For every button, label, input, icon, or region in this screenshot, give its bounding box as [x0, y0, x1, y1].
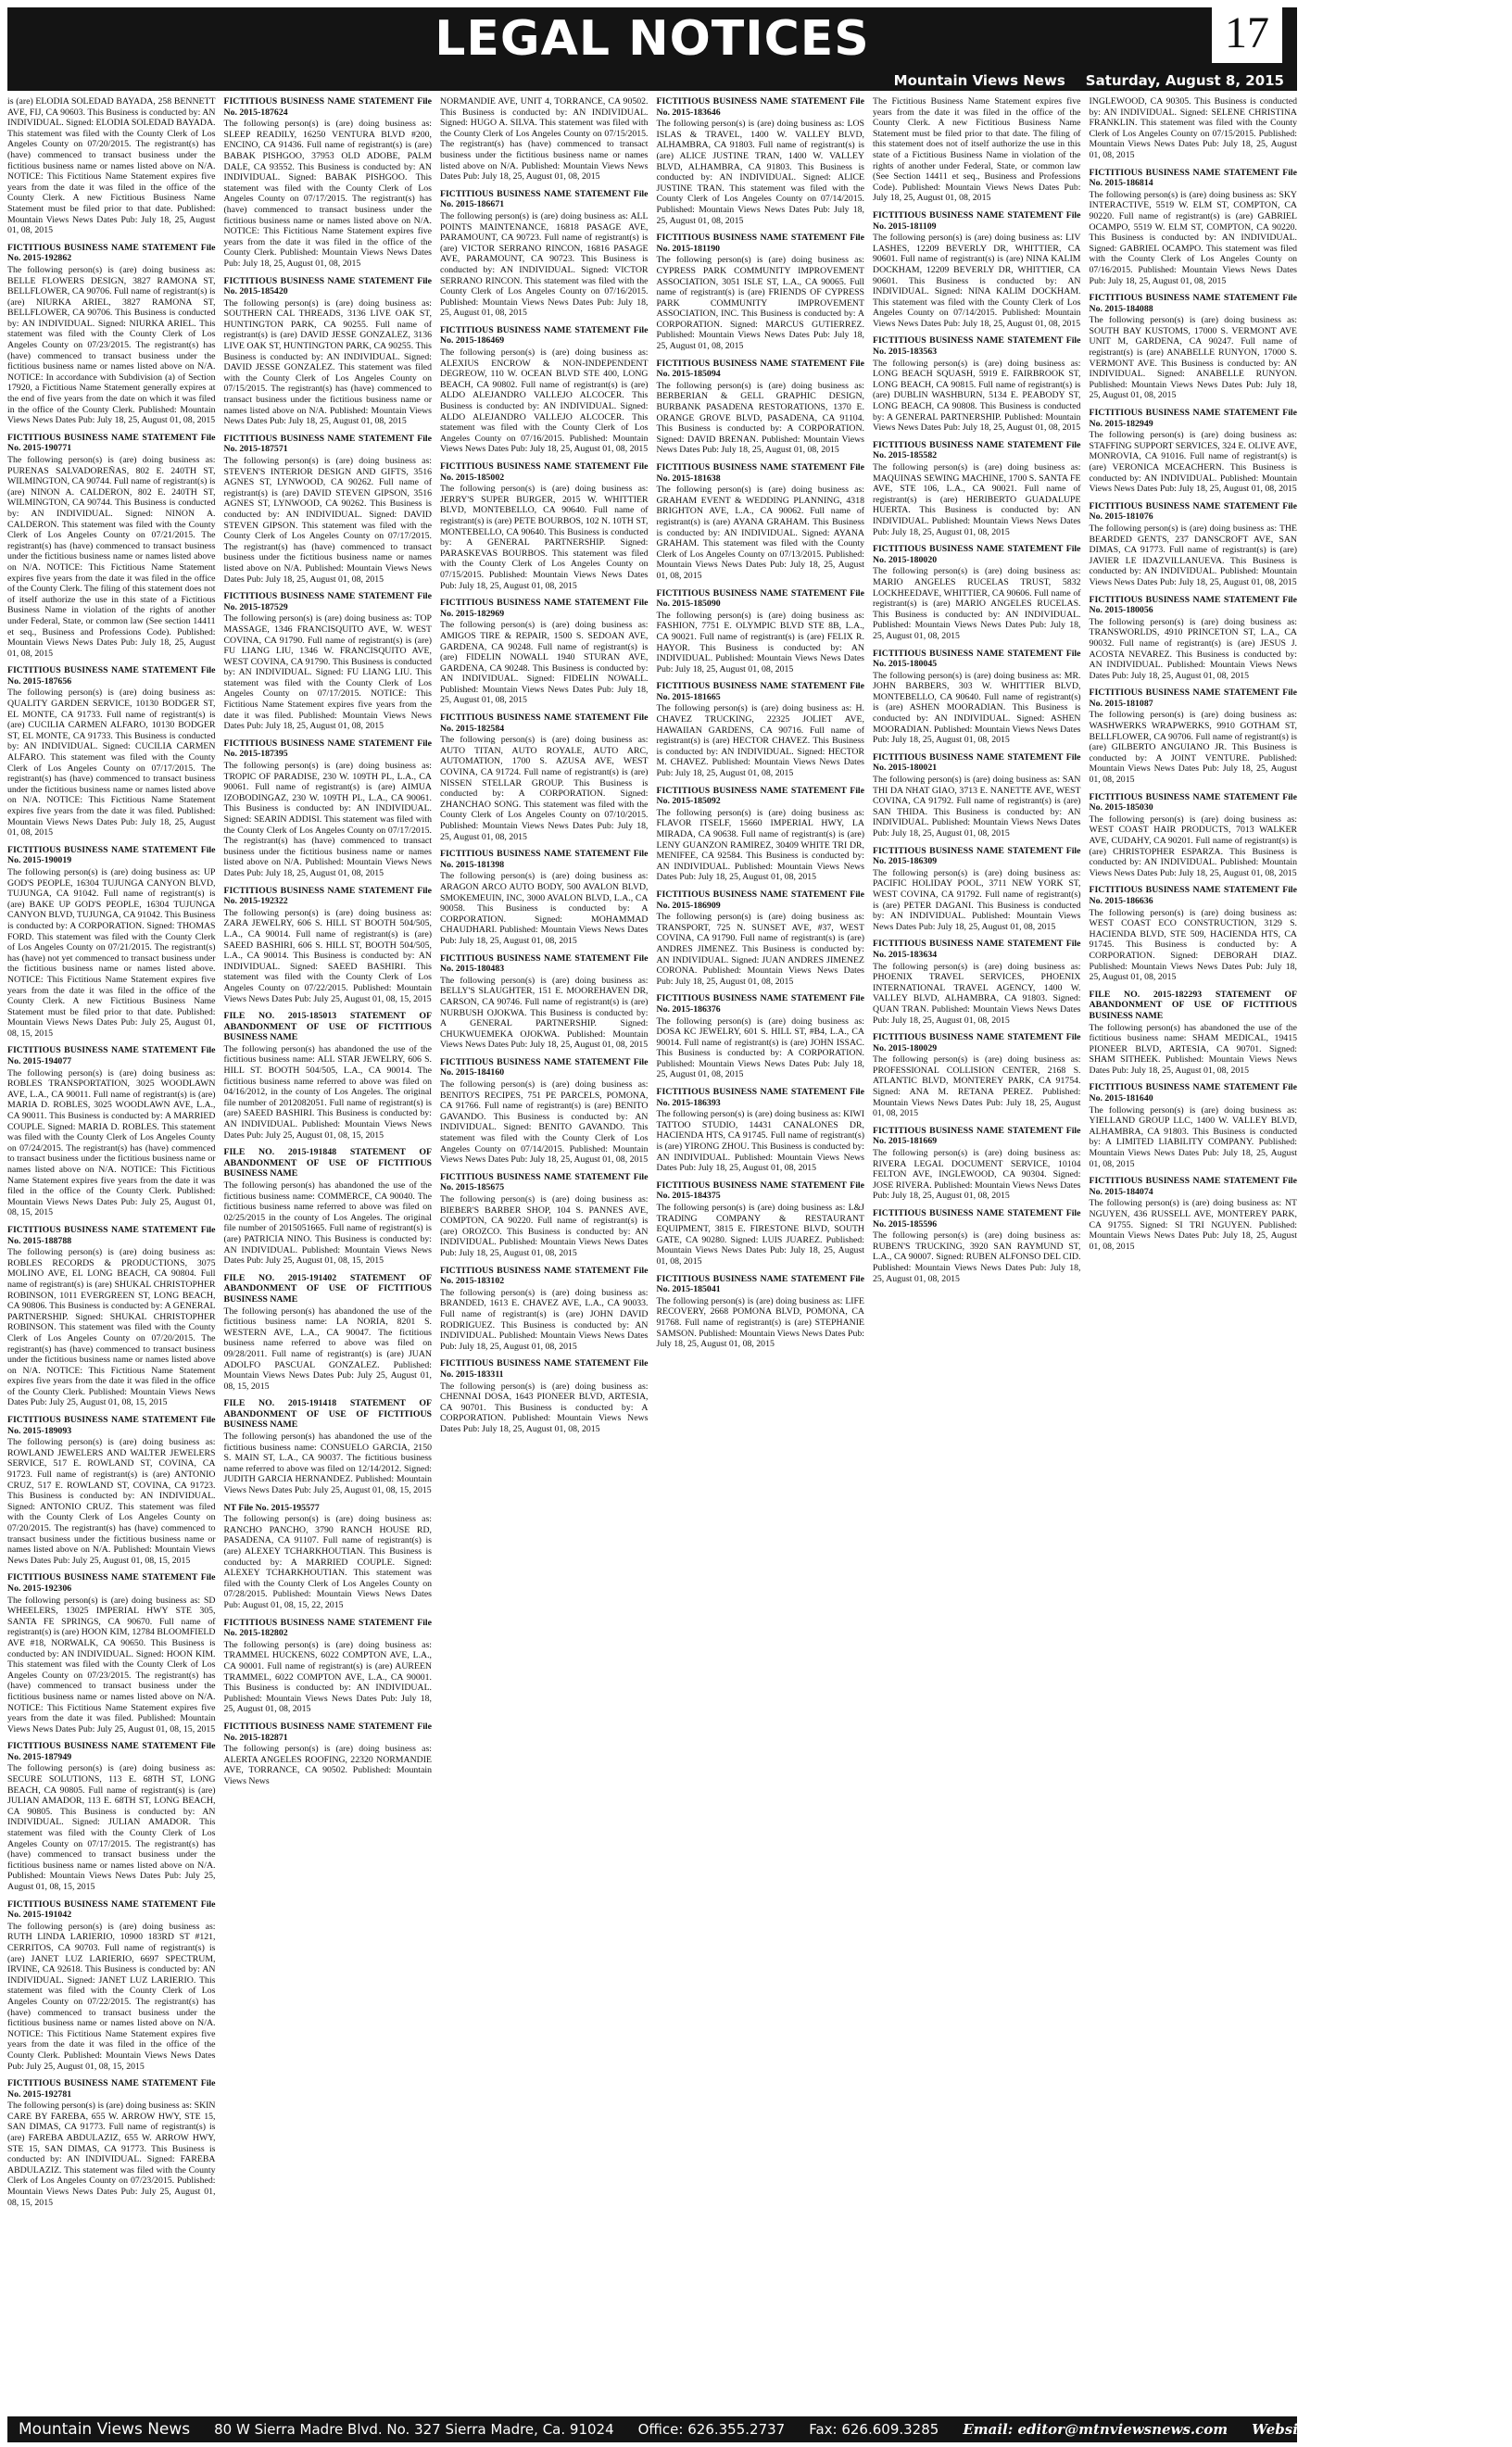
- notice-body: The following person(s) is (are) doing business as: ROBLES RECORDS & PRODUCTIONS, 3075 MOLINO AVE, EL LONG BEACH, CA 90804. Full name of registrant(s) is (are) SHUKAL CHRISTOPHER ROBINSON, 1011 EVERGREEN ST, LONG BEACH, CA 90806. This Business is conducted by: A GENERAL PARTNERSHIP. Signed: SHUKAL CHRISTOPHER ROBINSON. This statement was filed with the County Clerk of Los Angeles County on 07/20/2015. The registrant(s) has (have) commenced to transact business under the fictitious business name or names listed above on N/A. NOTICE: This Fictitious Name Statement expires five years from the date it was filed in the office of the County Clerk. Published: Mountain Views News Dates Pub: July 25, August 01, 08, 15, 2015: [7, 1247, 216, 1408]
- notice-heading: FICTITIOUS BUSINESS NAME STATEMENT File No. 2015-183102: [440, 1265, 649, 1287]
- legal-notice: [440, 189, 649, 319]
- notice-body: The following person(s) is (are) doing business as: WEST COAST ECO CONSTRUCTION, 3129 S. HACIENDA BLVD, STE 509, HACIENDA HTS, CA 91745. This Business is conducted by: A CORPORATION. Signed: DEBORAH DIAZ. Published: Mountain Views News Dates Pub: July 18, 25, August 01, 08, 2015: [1089, 907, 1297, 983]
- notice-body: The following person(s) has abandoned the use of the fictitious business name: LA NORIA, 8201 S. WESTERN AVE, L.A., CA 90047. The fictitious business name referred to above was filed on 09/28/2011. Full name of registrant(s) is (are) JUAN ADOLFO PASCUAL GONZALEZ. Published: Mountain Views News Dates Pub: July 25, August 01, 08, 15, 2015: [223, 1305, 432, 1392]
- notice-column: [440, 96, 649, 2409]
- legal-notice: [657, 462, 865, 582]
- notice-heading: FICTITIOUS BUSINESS NAME STATEMENT File No. 2015-192306: [7, 1572, 216, 1594]
- legal-notice: [873, 649, 1081, 746]
- notice-body: The following person(s) is (are) doing business as: YIELLAND GROUP LLC, 1400 W. VALLEY BLVD, ALHAMBRA, CA 91803. This Business is conducted by: A LIMITED LIABILITY COMPANY. Published: Mountain Views News Dates Pub: July 18, 25, August 01, 08, 2015: [1089, 1104, 1297, 1169]
- notice-body: The following person(s) is (are) doing business as: CYPRESS PARK COMMUNITY IMPROVEMENT ASSOCIATION, 3051 ISLE ST, L.A., CA 90065. Full name of registrant(s) is (are) FRIENDS OF CYPRESS PARK COMMUNITY IMPROVEMENT ASSOCIATION, INC. This Business is conducted by: A CORPORATION. Signed: MARCUS GUTIERREZ. Published: Mountain Views News Dates Pub: July 18, 25, August 01, 08, 2015: [656, 255, 864, 352]
- notice-heading: FICTITIOUS BUSINESS NAME STATEMENT File No. 2015-183646: [656, 96, 864, 118]
- notice-heading: FICTITIOUS BUSINESS NAME STATEMENT File No. 2015-185030: [1089, 791, 1297, 814]
- legal-notice: [224, 96, 433, 270]
- notice-heading: FICTITIOUS BUSINESS NAME STATEMENT File No. 2015-194077: [7, 1045, 216, 1067]
- notice-body: The following person(s) is (are) doing business as: RIVERA LEGAL DOCUMENT SERVICE, 10104 FELTON AVE, INGLEWOOD, CA 90304. Signed: JOSE RIVERA. Published: Mountain Views News Dates Pub: July 18, 25, August 01, 08, 2015: [873, 1148, 1081, 1202]
- notice-heading: FICTITIOUS BUSINESS NAME STATEMENT File No. 2015-185092: [656, 785, 864, 807]
- notice-body: The following person(s) is (are) doing business as: ALERTA ANGELES ROOFING, 22320 NORMANDIE AVE, TORRANCE, CA 90502. Published: Mountain Views News: [223, 1744, 432, 1786]
- notice-body: The following person(s) is (are) doing business as: ROBLES TRANSPORTATION, 3025 WOODLAWN AVE, L.A., CA 90011. Full name of registrant(s) is (are) MARIA D. ROBLES, 3025 WOODLAWN AVE, L.A., CA 90011. This Business is conducted by: A MARRIED COUPLE. Signed: MARIA D. ROBLES. This statement was filed with the County Clerk of Los Angeles County on 07/24/2015. The registrant(s) has (have) commenced to transact business under the fictitious business name or names listed above on N/A. NOTICE: This Fictitious Name Statement expires five years from the date it was filed in the office of the County Clerk. Published: Mountain Views News Dates Pub: July 25, August 01, 08, 15, 2015: [7, 1067, 216, 1218]
- notice-heading: FILE NO. 2015-191402 STATEMENT OF ABANDONMENT OF USE OF FICTITIOUS BUSINESS NAME: [223, 1272, 432, 1305]
- notice-body: INGLEWOOD, CA 90305. This Business is conducted by: AN INDIVIDUAL. Signed: SELENE CHRISTINA FRANKLIN. This statement was filed with the County Clerk of Los Angeles County on 07/15/2015. Published: Mountain Views News Dates Pub: July 18, 25, August 01, 08, 2015: [1089, 96, 1297, 160]
- notice-body: The following person(s) is (are) doing business as: STAFFING SUPPORT SERVICES, 324 E. OLIVE AVE, MONROVIA, CA 91016. Full name of registrant(s) is (are) VERONICA MCEACHERN. This Business is conducted by: AN INDIVIDUAL. Published: Mountain Views News Dates Pub: July 18, 25, August 01, 08, 2015: [1089, 430, 1297, 495]
- notice-heading: FICTITIOUS BUSINESS NAME STATEMENT File No. 2015-187949: [7, 1741, 216, 1762]
- notice-body: The following person(s) is (are) doing business as: PACIFIC HOLIDAY POOL, 3711 NEW YORK ST, WEST COVINA, CA 91792. Full name of registrant(s) is (are) PETER DAGANI. This Business is conducted by: AN INDIVIDUAL. Published: Mountain Views News Dates Pub: July 18, 25, August 01, 08, 2015: [873, 867, 1081, 932]
- legal-notice: [440, 1172, 649, 1259]
- notice-body: The following person(s) is (are) doing business as: STEVEN'S INTERIOR DESIGN AND GIFTS, 3516 AGNES ST, LYNWOOD, CA 90262. Full name of registrant(s) is (are) DAVID STEVEN GIPSON, 3516 AGNES ST, LYNWOOD, CA 90262. This Business is conducted by: AN INDIVIDUAL. Signed: DAVID STEVEN GIPSON. This statement was filed with the County Clerk of Los Angeles County on 07/17/2015. The registrant(s) has (have) commenced to transact business under the fictitious business name or names listed above on N/A. Published: Mountain Views News Dates Pub: July 18, 25, August 01, 08, 2015: [223, 456, 432, 585]
- notice-heading: FICTITIOUS BUSINESS NAME STATEMENT File No. 2015-181665: [656, 681, 864, 702]
- notice-body: The following person(s) is (are) doing business as: KIWI TATTOO STUDIO, 14431 CANALONES DR, HACIENDA HTS, CA 91745. Full name of registrant(s) is (are) YIRONG ZHOU. This Business is conducted by: AN INDIVIDUAL. Published: Mountain Views News Dates Pub: July 18, 25, August 01, 08, 2015: [656, 1109, 864, 1174]
- notice-heading: FICTITIOUS BUSINESS NAME STATEMENT File No. 2015-186909: [656, 889, 864, 911]
- legal-notice: [7, 243, 216, 426]
- legal-notice: [224, 1503, 433, 1611]
- legal-notice: [440, 1057, 649, 1166]
- legal-notice: [7, 2078, 216, 2208]
- notice-body: The following person(s) is (are) doing business as: TOP MASSAGE, 1346 FRANCISQUITO AVE, W. WEST COVINA, CA 91790. Full name of registrant(s) is (are) FU LIANG LIU, 1346 W. FRANCISQUITO AVE, WEST COVINA, CA 91790. This Business is conducted by: AN INDIVIDUAL. Signed: FU LIANG LIU. This statement was filed with the County Clerk of Los Angeles County on 07/17/2015. NOTICE: This Fictitious Name Statement expires five years from the date it was filed. Published: Mountain Views News Dates Pub: July 18, 25, August 01, 08, 2015: [223, 613, 432, 732]
- notice-column: [7, 96, 216, 2409]
- legal-notice: [7, 1225, 216, 1408]
- notice-heading: FICTITIOUS BUSINESS NAME STATEMENT File No. 2015-185420: [223, 275, 432, 297]
- footer-website[interactable]: Website: www.mtnviewsnews.com: [1252, 2421, 1512, 2438]
- notice-heading: FICTITIOUS BUSINESS NAME STATEMENT File No. 2015-186376: [656, 993, 864, 1015]
- notice-body: The following person(s) is (are) doing business as: LOS ISLAS & TRAVEL, 1400 W. VALLEY BLVD, ALHAMBRA, CA 91803. Full name of registrant(s) is (are) ALICE JUSTINE TRAN, 1400 W. VALLEY BLVD, ALHAMBRA, CA 91803. This Business is conducted by: AN INDIVIDUAL. Signed: ALICE JUSTINE TRAN. This statement was filed with the County Clerk of Los Angeles County on 07/14/2015. Published: Mountain Views News Dates Pub: July 18, 25, August 01, 08, 2015: [656, 119, 864, 226]
- notice-body: The following person(s) is (are) doing business as: UP GOD'S PEOPLE, 16304 TUJUNGA CANYON BLVD, TUJUNGA, CA 91042. Full name of registrant(s) is (are) BAKE UP GOD'S PEOPLE, 16304 TUJUNGA CANYON BLVD, TUJUNGA, CA 91042. This Business is conducted by: A CORPORATION. Signed: THOMAS FORD. This statement was filed with the County Clerk of Los Angeles County on 07/21/2015. The registrant(s) has (have) not yet commenced to transact business under the fictitious business name or names listed above. NOTICE: This Fictitious Name Statement expires five years from the date it was filed in the office of the County Clerk. A new Fictitious Business Name Statement must be filed prior to that date. Published: Mountain Views News Dates Pub: July 25, August 01, 08, 15, 2015: [7, 866, 216, 1039]
- notice-body: The following person(s) is (are) doing business as: GRAHAM EVENT & WEDDING PLANNING, 4318 BRIGHTON AVE, L.A., CA 90062. Full name of registrant(s) is (are) AYANA GRAHAM. This Business is conducted by: AN INDIVIDUAL. Signed: AYANA GRAHAM. This statement was filed with the County Clerk of Los Angeles County on 07/13/2015. Published: Mountain Views News Dates Pub: July 18, 25, August 01, 08, 2015: [656, 485, 864, 581]
- notice-heading: FICTITIOUS BUSINESS NAME STATEMENT File No. 2015-183311: [440, 1358, 649, 1380]
- legal-notice: [1090, 168, 1298, 287]
- notice-heading: FICTITIOUS BUSINESS NAME STATEMENT File No. 2015-182802: [223, 1617, 432, 1639]
- notice-body: The following person(s) is (are) doing business as: QUALITY GARDEN SERVICE, 10130 BODGER ST, EL MONTE, CA 91733. Full name of registrant(s) is (are) CUCILIA CARMEN ALFARO, 10130 BODGER ST, EL MONTE, CA 91733. This Business is conducted by: AN INDIVIDUAL. Signed: CUCILIA CARMEN ALFARO. This statement was filed with the County Clerk of Los Angeles County on 07/17/2015. The registrant(s) has (have) commenced to transact business under the fictitious business name or names listed above on N/A. NOTICE: This Fictitious Name Statement expires five years from the date it was filed. Published: Mountain Views News Dates Pub: July 18, 25, August 01, 08, 2015: [7, 687, 216, 839]
- notice-heading: FICTITIOUS BUSINESS NAME STATEMENT File No. 2015-186636: [1089, 885, 1297, 906]
- notice-body: The following person(s) is (are) doing business as: FASHION, 7751 E. OLYMPIC BLVD STE 8B, L.A., CA 90021. Full name of registrant(s) is (are) FELIX R. HAYOR. This Business is conducted by: AN INDIVIDUAL. Published: Mountain Views News Dates Pub: July 18, 25, August 01, 08, 2015: [656, 610, 864, 675]
- notice-heading: FICTITIOUS BUSINESS NAME STATEMENT File No. 2015-190019: [7, 844, 216, 866]
- notice-body: The following person(s) is (are) doing business as: TRAMMEL HUCKENS, 6022 COMPTON AVE, L.A., CA 90001. Full name of registrant(s) is (are) AUREEN TRAMMEL, 6022 COMPTON AVE, L.A., CA 90001. This Business is conducted by: AN INDIVIDUAL. Published: Mountain Views News Dates Pub: July 18, 25, August 01, 08, 2015: [223, 1639, 432, 1715]
- notice-body: The following person(s) is (are) doing business as: BENITO'S RECIPES, 751 PE PARCELS, POMONA, CA 91766. Full name of registrant(s) is (are) BENITO GAVANDO. This Business is conducted by: AN INDIVIDUAL. Signed: BENITO GAVANDO. This statement was filed with the County Clerk of Los Angeles County on 07/14/2015. Published: Mountain Views News Dates Pub: July 18, 25, August 01, 08, 2015: [440, 1079, 649, 1166]
- notice-heading: FICTITIOUS BUSINESS NAME STATEMENT File No. 2015-184074: [1089, 1176, 1297, 1197]
- notice-body: The following person(s) is (are) doing business as: DOSA KC JEWELRY, 601 S. HILL ST, #B4, L.A., CA 90014. Full name of registrant(s) is (are) JOHN ISSAC. This Business is conducted by: A CORPORATION. Published: Mountain Views News Dates Pub: July 18, 25, August 01, 08, 2015: [656, 1015, 864, 1080]
- dateline: [7, 70, 1297, 91]
- legal-notice: [440, 325, 649, 455]
- notice-body: The following person(s) is (are) doing business as: AUTO TITAN, AUTO ROYALE, AUTO ARC, AUTOMATION, 1700 S. AZUSA AVE, WEST COVINA, CA 91724. Full name of registrant(s) is (are) NISSEN STELLAR GROUP. This Business is conducted by: A CORPORATION. Signed: ZHANCHAO SONG. This statement was filed with the County Clerk of Los Angeles County on 07/10/2015. Published: Mountain Views News Dates Pub: July 18, 25, August 01, 08, 2015: [440, 735, 649, 842]
- notice-heading: FICTITIOUS BUSINESS NAME STATEMENT File No. 2015-191042: [7, 1898, 216, 1921]
- footer-paper-name: Mountain Views News: [19, 2420, 191, 2439]
- legal-notice: [224, 434, 433, 585]
- notice-body: The following person(s) is (are) doing business as: SD WHEELERS, 13025 IMPERIAL HWY STE 305, SANTA FE SPRINGS, CA 90670. Full name of registrant(s) is (are) HOON KIM, 12784 BLOOMFIELD AVE #18, NORWALK, CA 90650. This Business is conducted by: AN INDIVIDUAL. Signed: HOON KIM. This statement was filed with the County Clerk of Los Angeles County on 07/23/2015. The registrant(s) has (have) commenced to transact business under the fictitious business name or names listed above on N/A. NOTICE: This Fictitious Name Statement expires five years from the date it was filed. Published: Mountain Views News Dates Pub: July 25, August 01, 08, 15, 2015: [7, 1595, 216, 1734]
- legal-notice: [7, 845, 216, 1040]
- notice-heading: FICTITIOUS BUSINESS NAME STATEMENT File No. 2015-186671: [440, 188, 649, 210]
- notice-heading: FILE NO. 2015-182293 STATEMENT OF ABANDONMENT OF USE OF FICTITIOUS BUSINESS NAME: [1089, 989, 1297, 1021]
- notice-heading: FICTITIOUS BUSINESS NAME STATEMENT File No. 2015-180045: [873, 648, 1081, 670]
- notice-heading: FICTITIOUS BUSINESS NAME STATEMENT File No. 2015-189093: [7, 1415, 216, 1436]
- legal-notice: [873, 544, 1081, 641]
- notice-heading: FICTITIOUS BUSINESS NAME STATEMENT File No. 2015-182949: [1089, 408, 1297, 429]
- notice-column: [224, 96, 433, 2409]
- footer-address: 80 W Sierra Madre Blvd. No. 327 Sierra Madre, Ca. 91024: [214, 2421, 614, 2438]
- legal-notice: [224, 276, 433, 427]
- legal-notice-columns: [7, 96, 1297, 2409]
- notice-heading: FICTITIOUS BUSINESS NAME STATEMENT File No. 2015-187571: [223, 433, 432, 455]
- notice-body: The following person(s) is (are) doing business as: PHOENIX TRAVEL SERVICES, PHOENIX INTERNATIONAL TRAVEL AGENCY, 1400 W. VALLEY BLVD, ALHAMBRA, CA 91803. Signed: QUAN TRAN. Published: Mountain Views News Dates Pub: July 18, 25, August 01, 08, 2015: [873, 961, 1081, 1026]
- legal-notice: [224, 1273, 433, 1393]
- legal-notice: [657, 96, 865, 226]
- legal-notice: [224, 1011, 433, 1141]
- notice-body: The following person(s) has abandoned the use of the fictitious business name: ALL STAR JEWELRY, 606 S. HILL ST. BOOTH 504/505, L.A., CA 90014. The fictitious business name referred to above was filed on 04/16/2012, in the county of Los Angeles. The original file number of 2012082051. Full name of registrant(s) is (are) SAEED BASHIRI. This Business is conducted by: AN INDIVIDUAL. Published: Mountain Views News Dates Pub: July 25, August 01, 08, 15, 2015: [223, 1043, 432, 1141]
- legal-notice: [1090, 1082, 1298, 1169]
- notice-heading: FICTITIOUS BUSINESS NAME STATEMENT File No. 2015-184160: [440, 1056, 649, 1078]
- notice-body: The following person(s) is (are) doing business as: ROWLAND JEWELERS AND WALTER JEWELERS SERVICE, 517 E. ROWLAND ST, COVINA, CA 91723. Full name of registrant(s) is (are) ANTONIO CRUZ, 517 E. ROWLAND ST, COVINA, CA 91723. This Business is conducted by: AN INDIVIDUAL. Signed: ANTONIO CRUZ. This statement was filed with the County Clerk of Los Angeles County on 07/20/2015. The registrant(s) has (have) commenced to transact business under the fictitious business name or names listed above on N/A. Published: Mountain Views News Dates Pub: July 25, August 01, 08, 15, 2015: [7, 1437, 216, 1566]
- legal-notice: [657, 786, 865, 883]
- notice-heading: FICTITIOUS BUSINESS NAME STATEMENT File No. 2015-185582: [873, 439, 1081, 461]
- legal-notice: [440, 598, 649, 706]
- notice-body: The following person(s) is (are) doing business as: CHENNAI DOSA, 1643 PIONEER BLVD, ARTESIA, CA 90701. This Business is conducted by: A CORPORATION. Published: Mountain Views News Dates Pub: July 18, 25, August 01, 08, 2015: [440, 1381, 649, 1434]
- legal-notice: [440, 461, 649, 591]
- notice-heading: FICTITIOUS BUSINESS NAME STATEMENT File No. 2015-181398: [440, 849, 649, 870]
- notice-body: The following person(s) is (are) doing business as: NT NGUYEN, 436 RUSSELL AVE, MONTEREY PARK, CA 91755. Signed: SI TRI NGUYEN. Published: Mountain Views News Dates Pub: July 18, 25, August 01, 08, 2015: [1089, 1198, 1297, 1252]
- notice-body: The following person(s) is (are) doing business as: ALEXIUS ENCROW & NON-INDEPENDENT DEGREOW, 110 W. OCEAN BLVD STE 400, LONG BEACH, CA 90802. Full name of registrant(s) is (are) ALDO ALEJANDRO VALLEJO ALCOCER. This Business is conducted by: AN INDIVIDUAL. Signed: ALDO ALEJANDRO VALLEJO ALCOCER. This statement was filed with the County Clerk of Los Angeles County on 07/16/2015. Published: Mountain Views News Dates Pub: July 18, 25, August 01, 08, 2015: [440, 347, 649, 455]
- notice-body: The following person(s) is (are) doing business as: RANCHO PANCHO, 3790 RANCH HOUSE RD, PASADENA, CA 91107. Full name of registrant(s) is (are) ALEXEY TCHARKHOUTIAN. This Business is conducted by: A MARRIED COUPLE. Signed: ALEXEY TCHARKHOUTIAN. This statement was filed with the County Clerk of Los Angeles County on 07/28/2015. Published: Mountain Views News Dates Pub: August 01, 08, 15, 22, 2015: [223, 1514, 432, 1610]
- notice-body: The following person(s) is (are) doing business as: SKIN CARE BY FAREBA, 655 W. ARROW HWY, STE 15, SAN DIMAS, CA 91773. Full name of registrant(s) is (are) FAREBA ABDULAZIZ, 655 W. ARROW HWY, STE 15, SAN DIMAS, CA 91773. This Business is conducted by: AN INDIVIDUAL. Signed: FAREBA ABDULAZIZ. This statement was filed with the County Clerk of Los Angeles County on 07/23/2015. Published: Mountain Views News Dates Pub: July 25, August 01, 08, 15, 2015: [7, 2100, 216, 2208]
- notice-body: The following person(s) is (are) doing business as: LONG BEACH SQUASH, 5919 E. FAIRBROOK ST, LONG BEACH, CA 90815. Full name of registrant(s) is (are) DUBLIN WASHBURN, 5134 E. PEABODY ST, LONG BEACH, CA 90808. This Business is conducted by: A GENERAL PARTNERSHIP. Published: Mountain Views News Dates Pub: July 18, 25, August 01, 08, 2015: [873, 358, 1081, 434]
- legal-notice: [7, 1899, 216, 2073]
- legal-notice: [7, 96, 216, 236]
- notice-body: The following person(s) is (are) doing business as: JERRY'S SUPER BURGER, 2015 W. WHITTIER BLVD, MONTEBELLO, CA 90640. Full name of registrant(s) is (are) PETE BOURBOS, 102 N. 10TH ST, MONTEBELLO, CA 90640. This Business is conducted by: A GENERAL PARTNERSHIP. Signed: PARASKEVAS BOURBOS. This statement was filed with the County Clerk of Los Angeles County on 07/15/2015. Published: Mountain Views News Dates Pub: July 18, 25, August 01, 08, 2015: [440, 484, 649, 591]
- notice-body: The following person(s) is (are) doing business as: SLEEP READILY, 16250 VENTURA BLVD #200, ENCINO, CA 91436. Full name of registrant(s) is (are) BABAK PISHGOO, 37953 OLD ADOBE, PALM DALE, CA 93552. This Business is conducted by: AN INDIVIDUAL. Signed: BABAK PISHGOO. This statement was filed with the County Clerk of Los Angeles County on 07/17/2015. The registrant(s) has (have) commenced to transact business under the fictitious business name or names listed above on N/A. NOTICE: This Fictitious Name Statement expires five years from the date it was filed in the office of the County Clerk. Published: Mountain Views News Dates Pub: July 18, 25, August 01, 08, 2015: [223, 119, 432, 269]
- notice-body: The following person(s) is (are) doing business as: WEST COAST HAIR PRODUCTS, 7013 WALKER AVE, CUDAHY, CA 90201. Full name of registrant(s) is (are) CHRISTOPHER ESPARZA. This Business is conducted by: AN INDIVIDUAL. Published: Mountain Views News Dates Pub: July 18, 25, August 01, 08, 2015: [1089, 814, 1297, 878]
- legal-notice: [873, 1126, 1081, 1202]
- notice-heading: FICTITIOUS BUSINESS NAME STATEMENT File No. 2015-187656: [7, 665, 216, 687]
- notice-body: The following person(s) is (are) doing business as: WASHWERKS WRAPWERKS, 9910 GOTHAM ST, BELLFLOWER, CA 90706. Full name of registrant(s) is (are) GILBERTO ANGUIANO JR. This Business is conducted by: A JOINT VENTURE. Published: Mountain Views News Dates Pub: July 18, 25, August 01, 08, 2015: [1089, 710, 1297, 786]
- notice-body: The following person(s) is (are) doing business as: SAN THI DA NHAT GIAO, 3713 E. NANETTE AVE, WEST COVINA, CA 91792. Full name of registrant(s) is (are) SAN THIDA. This Business is conducted by: AN INDIVIDUAL. Published: Mountain Views News Dates Pub: July 18, 25, August 01, 08, 2015: [873, 775, 1081, 839]
- notice-body: The following person(s) is (are) doing business as: AMIGOS TIRE & REPAIR, 1500 S. SEDOAN AVE, GARDENA, CA 90248. Full name of registrant(s) is (are) FIDELIN NOWALL 1940 STURAN AVE, GARDENA, CA 90248. This Business is conducted by: AN INDIVIDUAL. Signed: FIDELIN NOWALL. Published: Mountain Views News Dates Pub: July 18, 25, August 01, 08, 2015: [440, 620, 649, 706]
- notice-heading: FICTITIOUS BUSINESS NAME STATEMENT File No. 2015-188788: [7, 1224, 216, 1246]
- notice-heading: FICTITIOUS BUSINESS NAME STATEMENT File No. 2015-181638: [656, 462, 864, 484]
- legal-notice: [657, 889, 865, 987]
- notice-heading: FICTITIOUS BUSINESS NAME STATEMENT File No. 2015-180020: [873, 544, 1081, 565]
- legal-notice: [657, 1274, 865, 1350]
- notice-heading: FICTITIOUS BUSINESS NAME STATEMENT File No. 2015-187624: [223, 96, 432, 118]
- footer-email[interactable]: Email: editor@mtnviewsnews.com: [963, 2421, 1228, 2438]
- legal-notice: [657, 359, 865, 456]
- notice-column: [1090, 96, 1298, 2409]
- legal-notice: [1090, 595, 1298, 682]
- legal-notice: [440, 713, 649, 842]
- notice-body: The following person(s) is (are) doing business as: L&J TRADING COMPANY & RESTAURANT EQUIPMENT, 3815 E. FIRESTONE BLVD, SOUTH GATE, CA 90280. Signed: LUIS JUAREZ. Published: Mountain Views News Dates Pub: July 18, 25, August 01, 08, 2015: [656, 1203, 864, 1267]
- notice-body: The following person(s) is (are) doing business as: BELLY'S SLAUGHTER, 151 E. MOOREHAVEN DR, CARSON, CA 90746. Full name of registrant(s) is (are) NURBUSH OJOKWA. This Business is conducted by: A GENERAL PARTNERSHIP. Signed: CHUKWUEMEKA OJOKWA. Published: Mountain Views News Dates Pub: July 18, 25, August 01, 08, 2015: [440, 975, 649, 1051]
- notice-heading: FICTITIOUS BUSINESS NAME STATEMENT File No. 2015-180483: [440, 952, 649, 975]
- notice-heading: FILE NO. 2015-191418 STATEMENT OF ABANDONMENT OF USE OF FICTITIOUS BUSINESS NAME: [223, 1398, 432, 1431]
- notice-heading: FICTITIOUS BUSINESS NAME STATEMENT File No. 2015-192781: [7, 2078, 216, 2100]
- notice-body: The following person(s) is (are) doing business as: THE BEARDED GENTS, 237 DANSCROFT AVE, SAN DIMAS, CA 91773. Full name of registrant(s) is (are) JAVIER LE IDAZVILLANUEVA. This Business is conducted by: AN INDIVIDUAL. Published: Mountain Views News Dates Pub: July 18, 25, August 01, 08, 2015: [1089, 523, 1297, 587]
- footer-office-phone: Office: 626.355.2737: [637, 2421, 786, 2438]
- notice-body: The following person(s) has abandoned the use of the fictitious business name: COMMERCE, CA 90040. The fictitious business name referred to above was filed on 02/25/2015 in the county of Los Angeles. The original file number of 2015051665. Full name of registrant(s) is (are) PATRICIA NINO. This Business is conducted by: AN INDIVIDUAL. Published: Mountain Views News Dates Pub: July 25, August 01, 08, 15, 2015: [223, 1180, 432, 1267]
- legal-notice: [7, 1415, 216, 1566]
- notice-heading: FICTITIOUS BUSINESS NAME STATEMENT File No. 2015-180056: [1089, 594, 1297, 616]
- notice-body: The following person(s) is (are) doing business as: ARAGON ARCO AUTO BODY, 500 AVALON BLVD, SMOKEMEUIN, INC, 3000 AVALON BLVD, L.A., CA 90058. This Business is conducted by: A CORPORATION. Signed: MOHAMMAD CHAUDHARI. Published: Mountain Views News Dates Pub: July 18, 25, August 01, 08, 2015: [440, 871, 649, 946]
- footer: [7, 2416, 1512, 2442]
- notice-body: is (are) ELODIA SOLEDAD BAYADA, 258 BENNETT AVE, FIJ, CA 90603. This Business is conducted by: AN INDIVIDUAL. Signed: ELODIA SOLEDAD BAYADA. This statement was filed with the County Clerk of Los Angeles County on 07/20/2015. The registrant(s) has (have) commenced to transact business under the fictitious business name or names listed above on N/A. NOTICE: This Fictitious Name Statement expires five years from the date it was filed in the office of the County Clerk. A new Fictitious Business Name Statement must be filed prior to that date. Published: Mountain Views News Dates Pub: July 18, 25, August 01, 08, 2015: [7, 96, 216, 236]
- notice-body: The following person(s) is (are) doing business as: SOUTHERN CAL THREADS, 3136 LIVE OAK ST, HUNTINGTON PARK, CA 90255. Full name of registrant(s) is (are) DAVID JESSE GONZALEZ, 3136 LIVE OAK ST, HUNTINGTON PARK, CA 90255. This Business is conducted by: AN INDIVIDUAL. Signed: DAVID JESSE GONZALEZ. This statement was filed with the County Clerk of Los Angeles County on 07/15/2015. The registrant(s) has (have) commenced to transact business under the fictitious business name or names listed above on N/A. Published: Mountain Views News Dates Pub: July 18, 25, August 01, 08, 2015: [223, 297, 432, 427]
- notice-body: The following person(s) is (are) doing business as: MR. JOHN BARBERS, 303 W. WHITTIER BLVD, MONTEBELLO, CA 90640. Full name of registrant(s) is (are) ASHEN MOORADIAN. This Business is conducted by: AN INDIVIDUAL. Signed: ASHEN MOORADIAN. Published: Mountain Views News Dates Pub: July 18, 25, August 01, 08, 2015: [873, 670, 1081, 746]
- notice-column: [657, 96, 865, 2409]
- paper-name: Mountain Views News: [893, 72, 1065, 89]
- legal-notice: [440, 1266, 649, 1353]
- notice-heading: FICTITIOUS BUSINESS NAME STATEMENT File No. 2015-181640: [1089, 1082, 1297, 1104]
- legal-notice: [873, 752, 1081, 839]
- legal-notice: [224, 1618, 433, 1715]
- notice-heading: FICTITIOUS BUSINESS NAME STATEMENT File No. 2015-181076: [1089, 500, 1297, 523]
- legal-notice: [1090, 687, 1298, 785]
- notice-body: The following person(s) is (are) doing business as: H. CHAVEZ TRUCKING, 22325 JOLIET AVE, HAWAIIAN GARDENS, CA 90716. Full name of registrant(s) is (are) HECTOR CHAVEZ. This Business is conducted by: AN INDIVIDUAL. Signed: HECTOR M. CHAVEZ. Published: Mountain Views News Dates Pub: July 18, 25, August 01, 08, 2015: [656, 703, 864, 779]
- notice-body: The following person(s) is (are) doing business as: SOUTH BAY KUSTOMS, 17000 S. VERMONT AVE UNIT M, GARDENA, CA 90247. Full name of registrant(s) is (are) ANABELLE RUNYON, 17000 S. VERMONT AVE. This Business is conducted by: AN INDIVIDUAL. Signed: ANABELLE RUNYON. Published: Mountain Views News Dates Pub: July 18, 25, August 01, 08, 2015: [1089, 315, 1297, 401]
- notice-heading: FICTITIOUS BUSINESS NAME STATEMENT File No. 2015-183563: [873, 335, 1081, 358]
- notice-heading: FICTITIOUS BUSINESS NAME STATEMENT File No. 2015-180029: [873, 1032, 1081, 1053]
- notice-body: The following person(s) is (are) doing business as: RUBEN'S TRUCKING, 3920 SAN RAYMUND ST, L.A., CA 90007. Signed: RUBEN ALFONSO DEL CID. Published: Mountain Views News Dates Pub: July 18, 25, August 01, 08, 2015: [873, 1230, 1081, 1284]
- notice-body: The following person(s) is (are) doing business as: TROPIC OF PARADISE, 230 W. 109TH PL, L.A., CA 90061. Full name of registrant(s) is (are) AIMUA IZOBODINGAZ, 230 W. 109TH PL, L.A., CA 90061. This Business is conducted by: AN INDIVIDUAL. Signed: SEARIN ADDISI. This statement was filed with the County Clerk of Los Angeles County on 07/17/2015. The registrant(s) has (have) commenced to transact business under the fictitious business name or names listed above on N/A. Published: Mountain Views News Dates Pub: July 18, 25, August 01, 08, 2015: [223, 761, 432, 878]
- legal-notice: [1090, 96, 1298, 161]
- issue-date: Saturday, August 8, 2015: [1085, 72, 1284, 89]
- notice-body: The following person(s) is (are) doing business as: LIFE RECOVERY, 2668 POMONA BLVD, POMONA, CA 91768. Full name of registrant(s) is (are) STEPHANIE SAMSON. Published: Mountain Views News Dates Pub: July 18, 25, August 01, 08, 2015: [656, 1295, 864, 1350]
- legal-notice: [7, 665, 216, 839]
- notice-body: The following person(s) is (are) doing business as: MAQUINAS SEWING MACHINE, 1700 S. SANTA FE AVE, STE 106, L.A., CA 90021. Full name of registrant(s) is (are) HERIBERTO GUADALUPE HUERTA. This Business is conducted by: AN INDIVIDUAL. Published: Mountain Views News Dates Pub: July 18, 25, August 01, 08, 2015: [873, 462, 1081, 537]
- notice-body: The following person(s) has abandoned the use of the fictitious business name: SHAM MEDICAL, 19415 PIONEER BLVD, ARTESIA, CA 90701. Signed: SHAM SITHEEK. Published: Mountain Views News Dates Pub: July 18, 25, August 01, 08, 2015: [1089, 1022, 1297, 1076]
- legal-notice: [657, 1180, 865, 1268]
- legal-notice: [873, 96, 1081, 204]
- notice-body: The following person(s) is (are) doing business as: SECURE SOLUTIONS, 113 E. 68TH ST, LONG BEACH, CA 90805. Full name of registrant(s) is (are) JULIAN AMADOR, 113 E. 68TH ST, LONG BEACH, CA 90805. This Business is conducted by: AN INDIVIDUAL. Signed: JULIAN AMADOR. This statement was filed with the County Clerk of Los Angeles County on 07/17/2015. The registrant(s) has (have) commenced to transact business under the fictitious business name or names listed above on N/A. Published: Mountain Views News Dates Pub: July 25, August 01, 08, 15, 2015: [7, 1763, 216, 1892]
- page-number: 17: [1212, 4, 1282, 63]
- notice-heading: FICTITIOUS BUSINESS NAME STATEMENT File No. 2015-187529: [223, 591, 432, 612]
- legal-notice: [1090, 990, 1298, 1077]
- legal-notice: [873, 939, 1081, 1026]
- notice-heading: FILE NO. 2015-191848 STATEMENT OF ABANDONMENT OF USE OF FICTITIOUS BUSINESS NAME: [223, 1147, 432, 1179]
- notice-heading: FICTITIOUS BUSINESS NAME STATEMENT File No. 2015-186393: [656, 1087, 864, 1108]
- legal-notice: [440, 849, 649, 946]
- notice-heading: FICTITIOUS BUSINESS NAME STATEMENT File No. 2015-185596: [873, 1208, 1081, 1230]
- legal-notice: [873, 846, 1081, 933]
- legal-notice: [440, 96, 649, 183]
- notice-body: The following person(s) is (are) doing business as: SKY INTERACTIVE, 5519 W. ELM ST, COMPTON, CA 90220. Full name of registrant(s) is (are) GABRIEL OCAMPO, 5519 W. ELM ST, COMPTON, CA 90220. This Business is conducted by: AN INDIVIDUAL. Signed: GABRIEL OCAMPO. This statement was filed with the County Clerk of Los Angeles County on 07/16/2015. Published: Mountain Views News Dates Pub: July 18, 25, August 01, 08, 2015: [1089, 189, 1297, 286]
- notice-heading: FICTITIOUS BUSINESS NAME STATEMENT File No. 2015-187395: [223, 738, 432, 760]
- notice-heading: FICTITIOUS BUSINESS NAME STATEMENT File No. 2015-186309: [873, 845, 1081, 867]
- notice-body: The following person(s) is (are) doing business as: FLAVOR ITSELF, 15660 IMPERIAL HWY, LA MIRADA, CA 90638. Full name of registrant(s) is (are) LENY GUANZON RAMIREZ, 30409 WHITE TRI DR, MENIFEE, CA 92584. This Business is conducted by: AN INDIVIDUAL. Published: Mountain Views News Dates Pub: July 18, 25, August 01, 08, 2015: [656, 807, 864, 883]
- notice-heading: FILE NO. 2015-185013 STATEMENT OF ABANDONMENT OF USE OF FICTITIOUS BUSINESS NAME: [223, 1011, 432, 1043]
- legal-notice: [873, 1208, 1081, 1284]
- notice-body: The following person(s) is (are) doing business as: RUTH LINDA LARIERIO, 10900 183RD ST #121, CERRITOS, CA 90703. Full name of registrant(s) is (are) JANET LUZ LARIERIO, 6697 SPECTRUM, IRVINE, CA 92618. This Business is conducted by: AN INDIVIDUAL. Signed: JANET LUZ LARIERIO. This statement was filed with the County Clerk of Los Angeles County on 07/22/2015. The registrant(s) has (have) commenced to transact business under the fictitious business name or names listed above on N/A. NOTICE: This Fictitious Name Statement expires five years from the date it was filed in the office of the County Clerk. Published: Mountain Views News Dates Pub: July 25, August 01, 08, 15, 2015: [7, 1921, 216, 2072]
- notice-body: The following person(s) is (are) doing business as: PURENAS SALVADOREÑAS, 802 E. 240TH ST, WILMINGTON, CA 90744. Full name of registrant(s) is (are) NINON A. CALDERON, 802 E. 240TH ST, WILMINGTON, CA 90744. This Business is conducted by: AN INDIVIDUAL. Signed: NINON A. CALDERON. This statement was filed with the County Clerk of Los Angeles County on 07/21/2015. The registrant(s) has (have) commenced to transact business under the fictitious business name or names listed above on N/A. NOTICE: This Fictitious Name Statement expires five years from the date it was filed in the office of the County Clerk. The filing of this statement does not of itself authorize the use in this state of a Fictitious Business Name in violation of the rights of another under Federal, State, or common law (See section 14411 et seq., Business and Professions Code). Published: Mountain Views News Dates Pub: July 18, 25, August 01, 08, 2015: [7, 455, 216, 659]
- notice-body: The following person(s) is (are) doing business as: TRANSPORT, 725 N. SUNSET AVE, #37, WEST COVINA, CA 91790. Full name of registrant(s) is (are) ANDRES JIMENEZ. This Business is conducted by: AN INDIVIDUAL. Signed: JUAN ANDRES JIMENEZ CORONA. Published: Mountain Views News Dates Pub: July 18, 25, August 01, 08, 2015: [656, 912, 864, 987]
- notice-body: The following person(s) is (are) doing business as: LIV LASHES, 12209 BEVERLY DR, WHITTIER, CA 90601. Full name of registrant(s) is (are) NINA KALIM DOCKHAM, 12209 BEVERLY DR, WHITTIER, CA 90601. This Business is conducted by: AN INDIVIDUAL. Signed: NINA KALIM DOCKHAM. This statement was filed with the County Clerk of Los Angeles County on 07/14/2015. Published: Mountain Views News Dates Pub: July 18, 25, August 01, 08, 2015: [873, 233, 1081, 329]
- notice-body: The following person(s) is (are) doing business as: TRANSWORLDS, 4910 PRINCETON ST, L.A., CA 90032. Full name of registrant(s) is (are) JESUS J. ACOSTA NEVAREZ. This Business is conducted by: AN INDIVIDUAL. Published: Mountain Views News Dates Pub: July 18, 25, August 01, 08, 2015: [1089, 616, 1297, 681]
- legal-notice: [224, 738, 433, 879]
- legal-notice: [873, 335, 1081, 433]
- notice-body: The following person(s) is (are) doing business as: ALL POINTS MAINTENANCE, 16818 PASAGE AVE, PARAMOUNT, CA 90723. Full name of registrant(s) is (are) VICTOR SERRANO RINCON, 16816 PASAGE AVE, PARAMOUNT, CA 90723. This Business is conducted by: AN INDIVIDUAL. Signed: VICTOR SERRANO RINCON. This statement was filed with the County Clerk of Los Angeles County on 07/16/2015. Published: Mountain Views News Dates Pub: July 18, 25, August 01, 08, 2015: [440, 210, 649, 319]
- notice-heading: FICTITIOUS BUSINESS NAME STATEMENT File No. 2015-186469: [440, 324, 649, 347]
- notice-body: The following person(s) is (are) doing business as: BERBERIAN & GELL GRAPHIC DESIGN, BURBANK PASADENA RESTORATIONS, 1370 E. ORANGE GROVE BLVD, PASADENA, CA 91104. This Business is conducted by: A CORPORATION. Signed: DAVID BRENAN. Published: Mountain Views News Dates Pub: July 18, 25, August 01, 08, 2015: [656, 380, 864, 456]
- page-title: LEGAL NOTICES: [435, 11, 870, 67]
- notice-heading: FICTITIOUS BUSINESS NAME STATEMENT File No. 2015-182871: [223, 1721, 432, 1743]
- legal-notice: [1090, 792, 1298, 879]
- notice-body: The following person(s) is (are) doing business as: PROFESSIONAL COLLISION CENTER, 2168 S. ATLANTIC BLVD, MONTEREY PARK, CA 91754. Signed: ANA M. RETANA PEREZ. Published: Mountain Views News Dates Pub: July 18, 25, August 01, 08, 2015: [873, 1054, 1081, 1119]
- legal-notice: [7, 1045, 216, 1218]
- notice-heading: NT File No. 2015-195577: [223, 1502, 320, 1513]
- notice-heading: FICTITIOUS BUSINESS NAME STATEMENT File No. 2015-186814: [1089, 167, 1297, 189]
- legal-notice: [440, 953, 649, 1051]
- notice-heading: FICTITIOUS BUSINESS NAME STATEMENT File No. 2015-192322: [223, 885, 432, 907]
- legal-notice: [657, 233, 865, 352]
- notice-heading: FICTITIOUS BUSINESS NAME STATEMENT File No. 2015-181190: [656, 233, 864, 254]
- legal-notice: [657, 1087, 865, 1174]
- notice-heading: FICTITIOUS BUSINESS NAME STATEMENT File No. 2015-185041: [656, 1273, 864, 1295]
- legal-notice: [224, 1147, 433, 1267]
- notice-heading: FICTITIOUS BUSINESS NAME STATEMENT File No. 2015-181087: [1089, 687, 1297, 709]
- legal-notice: [7, 433, 216, 659]
- notice-body: The following person(s) is (are) doing business as: MARIO ANGELES RUCELAS TRUST, 5832 LOCKHEEDAVE, WHITTIER, CA 90606. Full name of registrant(s) is (are) MARIO ANGELES RUCELAS. This Business is conducted by: AN INDIVIDUAL. Published: Mountain Views News Dates Pub: July 18, 25, August 01, 08, 2015: [873, 566, 1081, 641]
- legal-notice: [7, 1572, 216, 1734]
- legal-notice: [7, 1741, 216, 1892]
- notice-body: The following person(s) is (are) doing business as: BELLE FLOWERS DESIGN, 3827 RAMONA ST, BELLFLOWER, CA 90706. Full name of registrant(s) is (are) NIURKA ARIEL, 3827 RAMONA ST, BELLFLOWER, CA 90706. This Business is conducted by: AN INDIVIDUAL. Signed: NIURKA ARIEL. This statement was filed with the County Clerk of Los Angeles County on 07/23/2015. The registrant(s) has (have) commenced to transact business under the fictitious business name or names listed above on N/A. NOTICE: In accordance with Subdivision (a) of Section 17920, a Fictitious Name Statement generally expires at the end of five years from the date on which it was filed in the office of the County Clerk. Published: Mountain Views News Dates Pub: July 18, 25, August 01, 08, 2015: [7, 264, 216, 426]
- notice-heading: FICTITIOUS BUSINESS NAME STATEMENT File No. 2015-190771: [7, 432, 216, 454]
- notice-heading: FICTITIOUS BUSINESS NAME STATEMENT File No. 2015-185675: [440, 1171, 649, 1193]
- legal-notice: [1090, 408, 1298, 495]
- legal-notice: [224, 1398, 433, 1495]
- notice-body: The following person(s) is (are) doing business as: BIEBER'S BARBER SHOP, 104 S. PANNES AVE, COMPTON, CA 90220. Full name of registrant(s) is (are) OROZCO. This Business is conducted by: AN INDIVIDUAL. Published: Mountain Views News Dates Pub: July 18, 25, August 01, 08, 2015: [440, 1194, 649, 1258]
- notice-heading: FICTITIOUS BUSINESS NAME STATEMENT File No. 2015-182969: [440, 598, 649, 619]
- legal-notice: [1090, 501, 1298, 588]
- notice-heading: FICTITIOUS BUSINESS NAME STATEMENT File No. 2015-180021: [873, 751, 1081, 774]
- notice-heading: FICTITIOUS BUSINESS NAME STATEMENT File No. 2015-183634: [873, 939, 1081, 960]
- legal-notice: [224, 591, 433, 732]
- legal-notice: [1090, 885, 1298, 982]
- notice-column: [873, 96, 1081, 2409]
- legal-notice: [1090, 293, 1298, 401]
- legal-notice: [440, 1358, 649, 1434]
- notice-body: The following person(s) is (are) doing business as: BRANDED, 1613 E. CHAVEZ AVE, L.A., CA 90033. Full name of registrant(s) is (are) JOHN DAVID RODRIGUEZ. This Business is conducted by: AN INDIVIDUAL. Published: Mountain Views News Dates Pub: July 18, 25, August 01, 08, 2015: [440, 1287, 649, 1352]
- notice-heading: FICTITIOUS BUSINESS NAME STATEMENT File No. 2015-182584: [440, 713, 649, 734]
- legal-notice: [224, 1722, 433, 1787]
- notice-body: The Fictitious Business Name Statement expires five years from the date it was filed in the office of the County Clerk. A new Fictitious Business Name Statement must be filed prior to that date. The filing of this statement does not of itself authorize the use in this state of a Fictitious Business Name in violation of the rights of another under Federal, State, or common law (See Section 14411 et seq., Business and Professions Code). Published: Mountain Views News Dates Pub: July 18, 25, August 01, 08, 2015: [873, 96, 1081, 204]
- notice-body: The following person(s) is (are) doing business as: ZARA JEWELRY, 606 S. HILL ST BOOTH 504/505, L.A., CA 90014. Full name of registrant(s) is (are) SAEED BASHIRI, 606 S. HILL ST, BOOTH 504/505, L.A., CA 90014. This Business is conducted by: AN INDIVIDUAL. Signed: SAEED BASHIRI. This statement was filed with the County Clerk of Los Angeles County on 07/22/2015. Published: Mountain Views News Dates Pub: July 25, August 01, 08, 15, 2015: [223, 907, 432, 1004]
- notice-heading: FICTITIOUS BUSINESS NAME STATEMENT File No. 2015-184375: [656, 1179, 864, 1202]
- notice-heading: FICTITIOUS BUSINESS NAME STATEMENT File No. 2015-184088: [1089, 293, 1297, 314]
- masthead: [7, 7, 1297, 70]
- legal-notice: [873, 1032, 1081, 1119]
- legal-notice: [657, 681, 865, 778]
- notice-heading: FICTITIOUS BUSINESS NAME STATEMENT File No. 2015-181669: [873, 1125, 1081, 1147]
- legal-notice: [873, 210, 1081, 330]
- notice-heading: FICTITIOUS BUSINESS NAME STATEMENT File No. 2015-192862: [7, 242, 216, 264]
- notice-heading: FICTITIOUS BUSINESS NAME STATEMENT File No. 2015-181109: [873, 209, 1081, 232]
- notice-body: NORMANDIE AVE, UNIT 4, TORRANCE, CA 90502. This Business is conducted by: AN INDIVIDUAL. Signed: HUGO A. SILVA. This statement was filed with the County Clerk of Los Angeles County on 07/15/2015. The registrant(s) has (have) commenced to transact business under the fictitious business name or names listed above on N/A. Published: Mountain Views News Dates Pub: July 18, 25, August 01, 08, 2015: [440, 96, 649, 183]
- legal-notice: [657, 588, 865, 675]
- notice-heading: FICTITIOUS BUSINESS NAME STATEMENT File No. 2015-185094: [656, 358, 864, 380]
- notice-body: The following person(s) has abandoned the use of the fictitious business name: CONSUELO GARCIA, 2150 S. MAIN ST, L.A., CA 90037. The fictitious business name referred to above was filed on 12/14/2012. Signed: JUDITH GARCIA HERNANDEZ. Published: Mountain Views News Dates Pub: July 25, August 01, 08, 15, 2015: [223, 1432, 432, 1496]
- legal-notice: [224, 886, 433, 1005]
- notice-heading: FICTITIOUS BUSINESS NAME STATEMENT File No. 2015-185002: [440, 461, 649, 483]
- legal-notice: [873, 440, 1081, 537]
- legal-notice: [1090, 1176, 1298, 1252]
- footer-fax: Fax: 626.609.3285: [809, 2421, 939, 2438]
- notice-heading: FICTITIOUS BUSINESS NAME STATEMENT File No. 2015-185090: [656, 587, 864, 610]
- legal-notice: [657, 993, 865, 1080]
